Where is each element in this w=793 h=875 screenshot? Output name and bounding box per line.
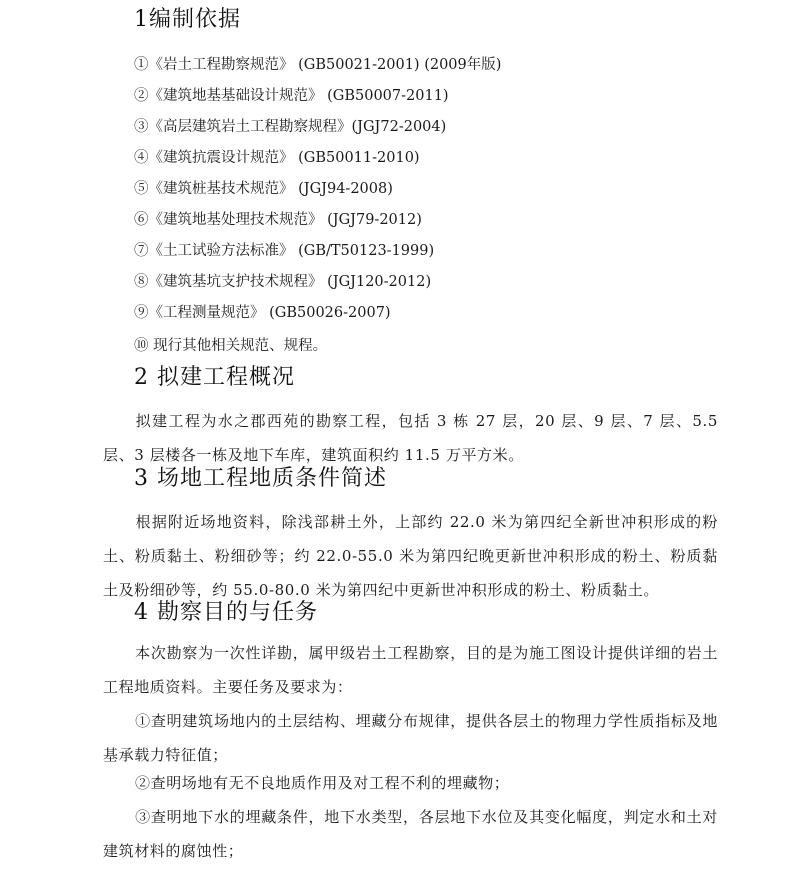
reference-item-9: ⑨《工程测量规范》 (GB50026-2007) (134, 305, 391, 321)
reference-item-4: ④《建筑抗震设计规范》 (GB50011-2010) (134, 150, 420, 166)
task-item-1 (103, 704, 718, 772)
task-item-3-text: ③查明地下水的埋藏条件，地下水类型，各层地下水位及其变化幅度，判定水和土对建筑材料的腐蚀性； (103, 808, 718, 860)
section-4-heading: 4 勘察目的与任务 (134, 600, 318, 625)
reference-item-10: ⑩ 现行其他相关规范、规程。 (134, 338, 328, 354)
reference-item-7: ⑦《土工试验方法标准》 (GB/T50123-1999) (134, 243, 435, 259)
section-3-paragraph (103, 505, 718, 607)
reference-item-8: ⑧《建筑基坑支护技术规程》 (JGJ120-2012) (134, 274, 432, 290)
task-item-1-text: ①查明建筑场地内的土层结构、埋藏分布规律，提供各层土的物理力学性质指标及地基承载力特征值； (103, 712, 718, 764)
section-2-heading: 2 拟建工程概况 (134, 365, 295, 390)
reference-item-3: ③《高层建筑岩土工程勘察规程》(JGJ72-2004) (134, 119, 447, 135)
section-4-intro (103, 636, 718, 704)
section-4-intro-text: 本次勘察为一次性详勘，属甲级岩土工程勘察，目的是为施工图设计提供详细的岩土工程地质资料。主要任务及要求为： (103, 644, 718, 696)
section-3-heading: 3 场地工程地质条件简述 (134, 466, 387, 491)
reference-item-6: ⑥《建筑地基处理技术规范》 (JGJ79-2012) (134, 212, 422, 228)
section-3-text: 根据附近场地资料，除浅部耕土外，上部约 22.0 米为第四纪全新世冲积形成的粉土、粉质黏土、粉细砂等；约 22.0-55.0 米为第四纪晚更新世冲积形成的粉土、粉质黏土及粉细砂等，约 55.0-80.0 米为第四纪中更新世冲积形成的粉土、粉质黏土。 (103, 513, 718, 599)
task-item-2-text: ②查明场地有无不良地质作用及对工程不利的埋藏物； (135, 774, 510, 792)
reference-item-1: ①《岩土工程勘察规范》 (GB50021-2001) (2009年版) (134, 57, 502, 73)
task-item-2 (103, 766, 718, 800)
task-item-3 (103, 800, 718, 868)
section-2-paragraph (103, 404, 718, 472)
section-2-text: 拟建工程为水之郡西苑的勘察工程，包括 3 栋 27 层，20 层、9 层、7 层、5.5 层、3 层楼各一栋及地下车库，建筑面积约 11.5 万平方米。 (103, 412, 718, 464)
section-1-heading: 1编制依据 (134, 7, 241, 32)
reference-item-2: ②《建筑地基基础设计规范》 (GB50007-2011) (134, 88, 449, 104)
reference-item-5: ⑤《建筑桩基技术规范》 (JGJ94-2008) (134, 181, 393, 197)
